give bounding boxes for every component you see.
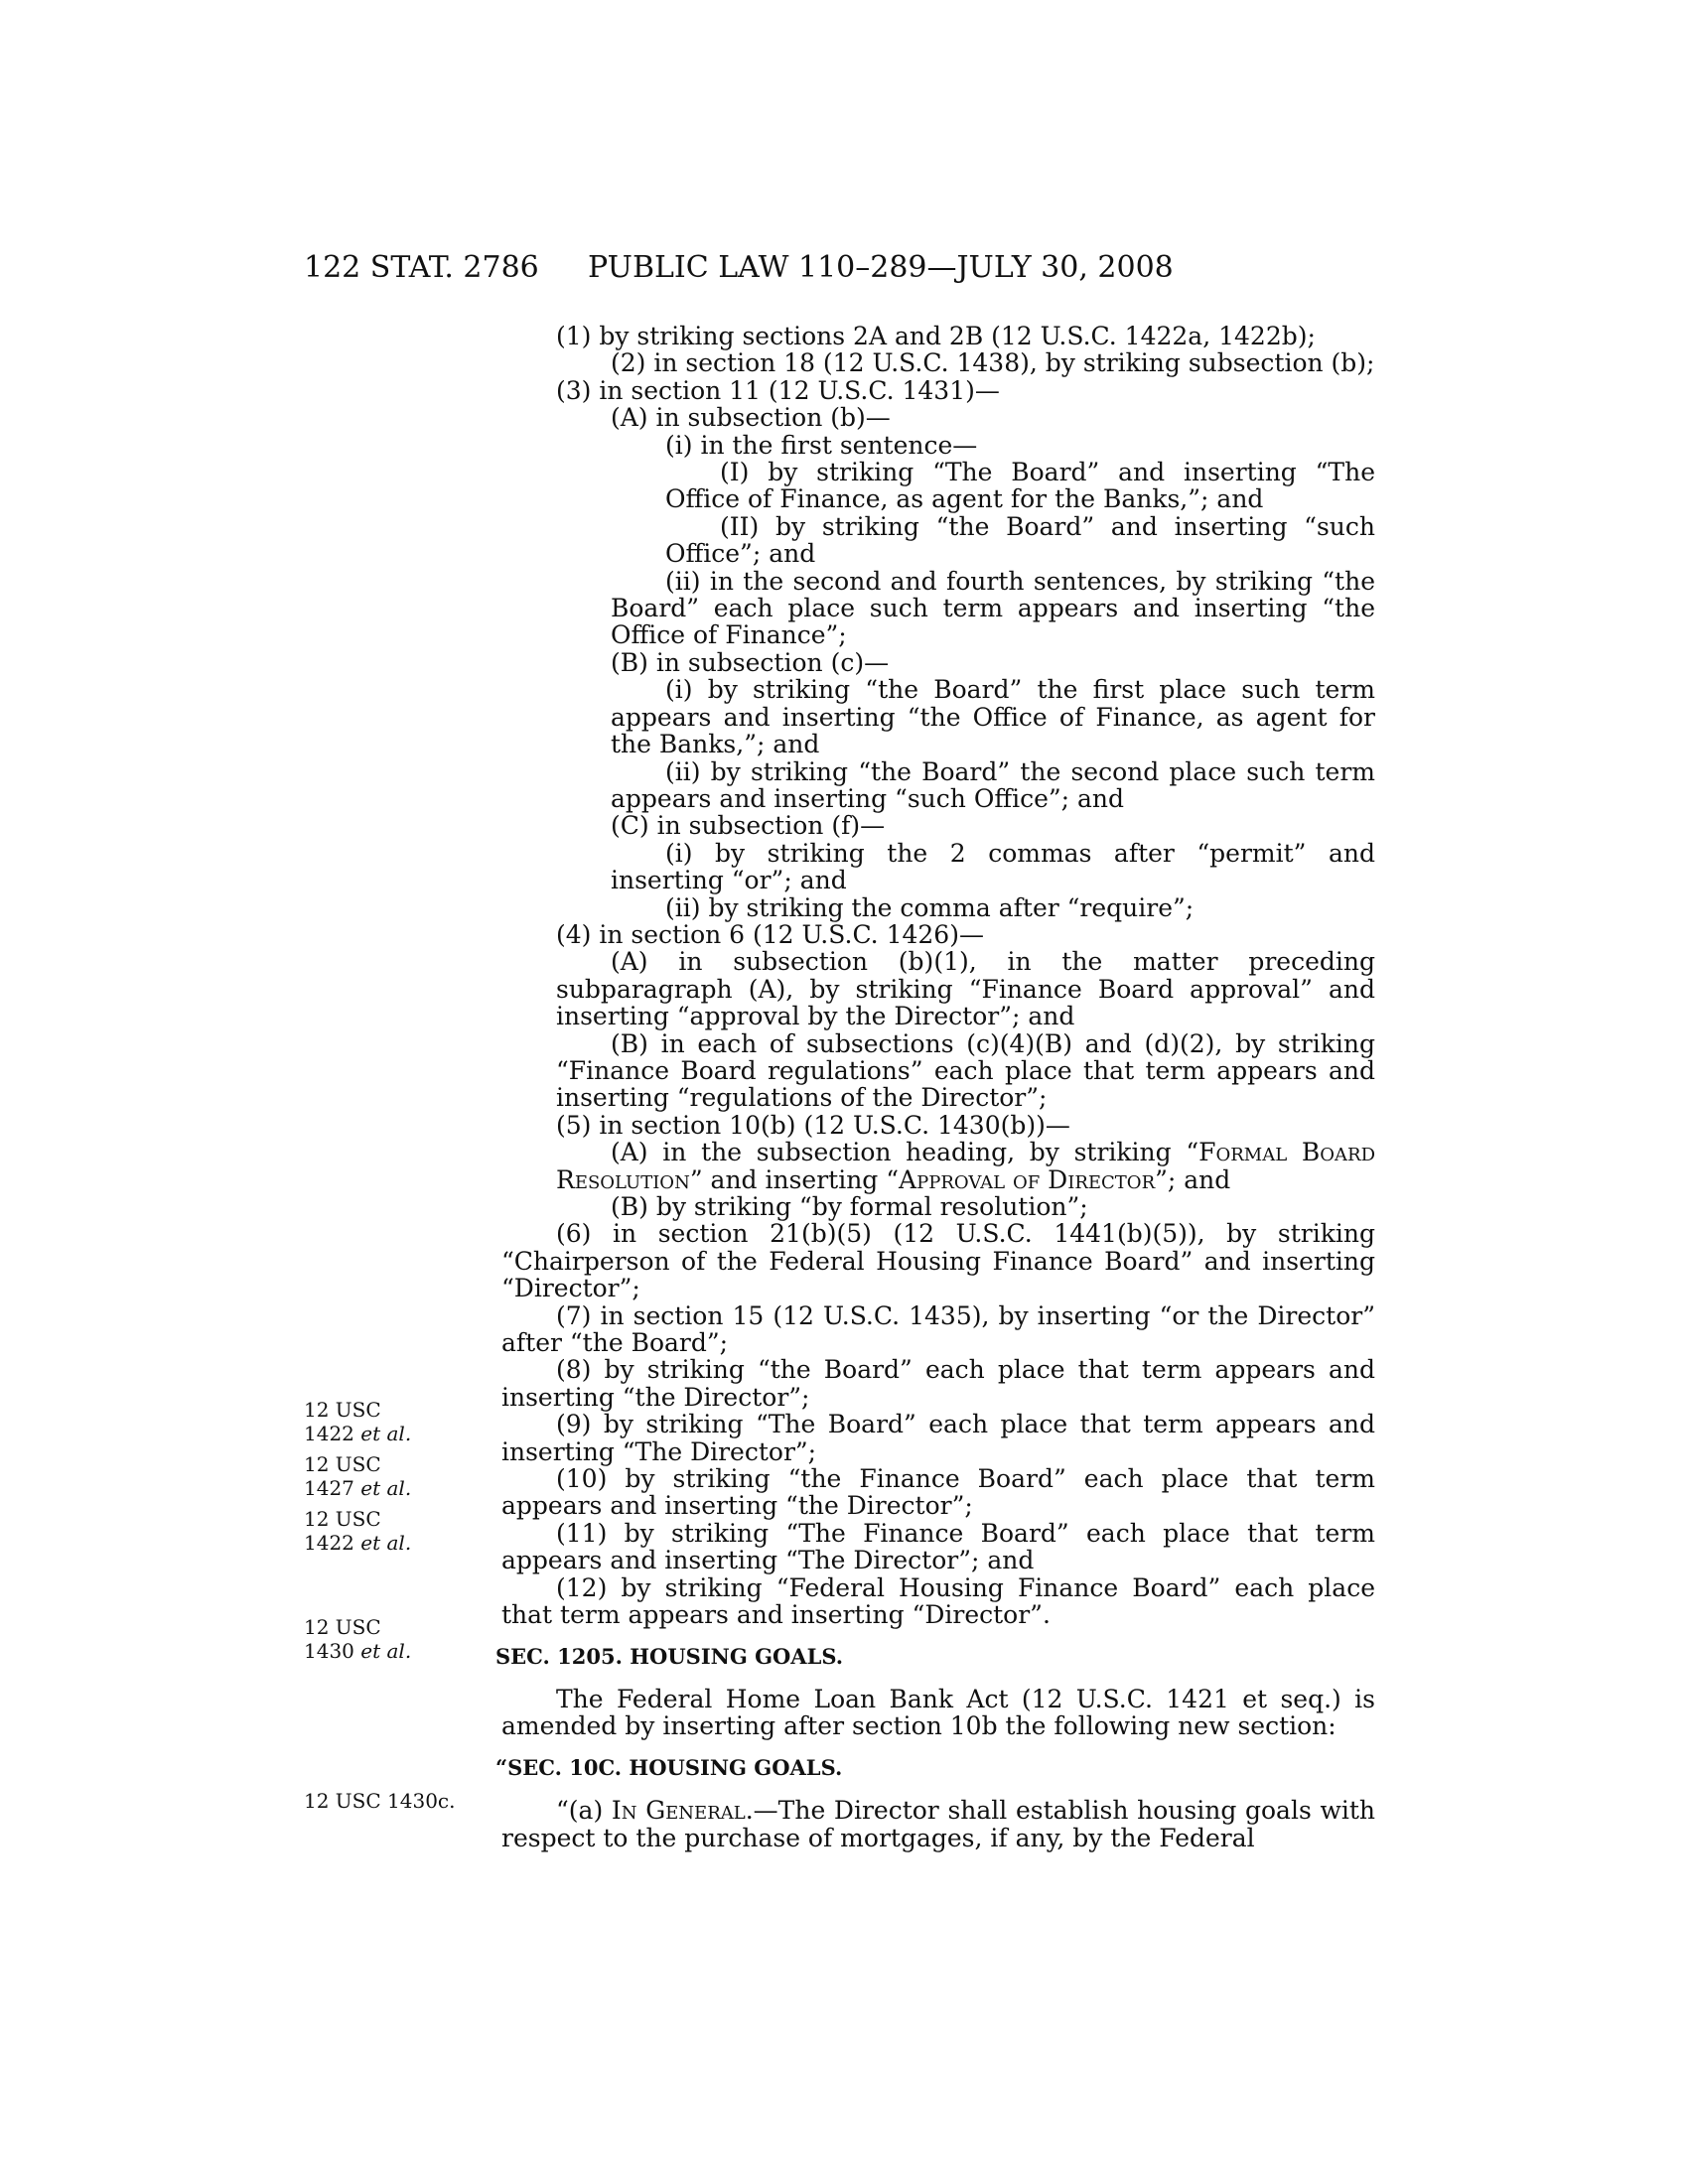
margin-note-line: 12 USC [304,1398,381,1422]
clause-3Bi: (i) by striking “the Board” the first place such term appears and inserting “the Office of Finance, as agent for the Banks,”; and [611,675,1375,759]
section-1205-text: The Federal Home Loan Bank Act (12 U.S.C. 1421 et seq.) is amended by inserting after section 10b the following new section: [501,1684,1375,1741]
paragraph-3: (3) in section 11 (12 U.S.C. 1431)— [556,375,1000,405]
clause-3Ci: (i) by striking the 2 commas after “permit” and inserting “or”; and [611,838,1375,895]
running-head-law-title: PUBLIC LAW 110–289—JULY 30, 2008 [588,250,1174,285]
margin-note [304,1615,483,1663]
margin-note-etal: et al. [360,1639,412,1663]
page-header [0,248,1688,288]
subparagraph-5B: (B) by striking “by formal resolution”; [611,1192,1088,1221]
margin-note-etal: et al. [360,1422,412,1445]
clause-3Bii: (ii) by striking “the Board” the second place such term appears and inserting “such Office”; and [611,756,1375,813]
margin-note-line [304,1422,483,1445]
margin-note-etal: et al. [360,1531,412,1555]
margin-note-number: 1427 [304,1476,361,1500]
subparagraph-4A: (A) in subsection (b)(1), in the matter preceding subparagraph (A), by striking “Finance Board approval” and inserting “approval by the Director”; and [556,947,1375,1031]
subparagraph-5A: (A) in the subsection heading, by striking “Formal Board Resolution” and inserting “Approval of Director”; and [556,1138,1375,1194]
margin-note [304,1789,483,1813]
subclause-3AiI: (I) by striking “The Board” and inserting “The Office of Finance, as agent for the Banks,”; and [665,458,1375,514]
margin-note-line: 12 USC [304,1452,381,1476]
paragraph-5: (5) in section 10(b) (12 U.S.C. 1430(b))— [556,1110,1070,1140]
paragraph-11: (11) by striking “The Finance Board” each place that term appears and inserting “The Director”; and [501,1518,1375,1575]
margin-note-number: 1422 [304,1422,361,1445]
section-10c-subsection-a: “(a) In General.—The Director shall establish housing goals with respect to the purchase of mortgages, if any, by the Federal [501,1796,1376,1852]
paragraph-8: (8) by striking “the Board” each place that term appears and inserting “the Director”; [501,1355,1375,1412]
margin-note [304,1507,483,1555]
margin-note-line: 12 USC [304,1507,381,1531]
margin-note-line [304,1531,483,1555]
margin-note-number: 1430 [304,1639,361,1663]
paragraph-12: (12) by striking “Federal Housing Finance Board” each place that term appears and inserting “Director”. [501,1572,1375,1630]
subclause-3AiII: (II) by striking “the Board” and inserting “such Office”; and [665,511,1375,569]
paragraph-6: (6) in section 21(b)(5) (12 U.S.C. 1441(b)(5)), by striking “Chairperson of the Federal Housing Finance Board” and inserting “Director”; [501,1219,1375,1303]
margin-note-line: 12 USC 1430c. [304,1789,456,1813]
clause-3Ai: (i) in the first sentence— [665,430,978,460]
section-10c-heading: “SEC. 10C. HOUSING GOALS. [495,1754,843,1780]
section-1205-heading: SEC. 1205. HOUSING GOALS. [495,1643,844,1669]
paragraph-1: (1) by striking sections 2A and 2B (12 U.S.C. 1422a, 1422b); [556,322,1316,350]
margin-note-number: 1422 [304,1531,361,1555]
statute-body [495,322,1376,1852]
subparagraph-3B: (B) in subsection (c)— [611,647,890,677]
paragraph-10: (10) by striking “the Finance Board” each place that term appears and inserting “the Director”; [501,1464,1375,1521]
paragraph-4: (4) in section 6 (12 U.S.C. 1426)— [556,919,984,949]
subparagraph-3A: (A) in subsection (b)— [611,403,891,433]
margin-note [304,1452,483,1500]
paragraph-9: (9) by striking “The Board” each place that term appears and inserting “The Director”; [501,1410,1375,1466]
margin-note-line: 12 USC [304,1615,381,1639]
subparagraph-4B: (B) in each of subsections (c)(4)(B) and (d)(2), by striking “Finance Board regulations” each place that term appears and inserting “regulations of the Director”; [556,1028,1375,1113]
margin-note-etal: et al. [360,1476,412,1500]
margin-note [304,1398,483,1445]
statute-page-reference: 122 STAT. 2786 [304,250,539,285]
paragraph-7: (7) in section 15 (12 U.S.C. 1435), by inserting “or the Director” after “the Board”; [501,1300,1375,1358]
clause-3Cii: (ii) by striking the comma after “require”; [665,892,1195,922]
margin-note-line [304,1639,483,1663]
paragraph-2: (2) in section 18 (12 U.S.C. 1438), by striking subsection (b); [611,348,1375,378]
margin-note-line [304,1476,483,1500]
subparagraph-3C: (C) in subsection (f)— [611,811,886,841]
clause-3Aii: (ii) in the second and fourth sentences, by striking “the Board” each place such term appears and inserting “the Office of Finance”; [611,566,1375,650]
